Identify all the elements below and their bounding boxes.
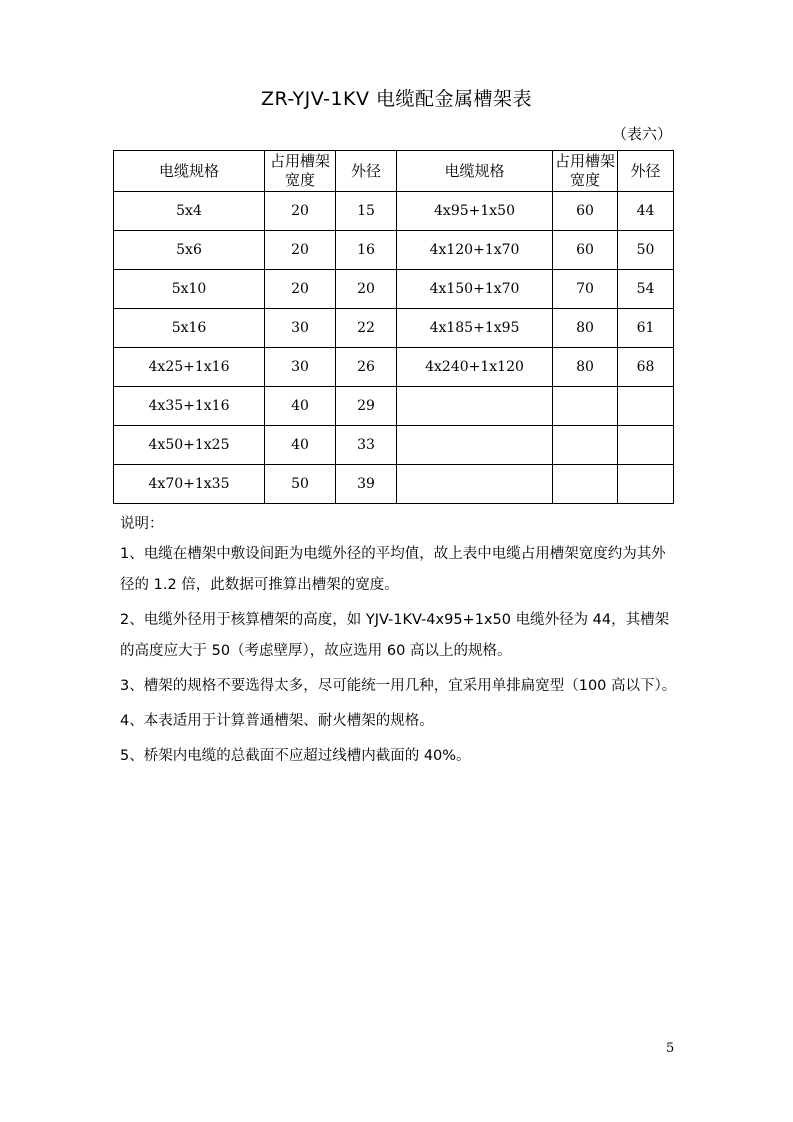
header-cell: 占用槽架宽度 (265, 151, 336, 192)
table-cell: 4x240+1x120 (397, 348, 553, 387)
table-row (114, 270, 674, 309)
table-cell (618, 387, 674, 426)
table-cell: 61 (618, 309, 674, 348)
table-cell: 33 (336, 426, 397, 465)
table-cell: 44 (618, 192, 674, 231)
notes-list (120, 539, 680, 772)
table-cell: 4x120+1x70 (397, 231, 553, 270)
table-cell: 50 (618, 231, 674, 270)
note-item: 5、桥架内电缆的总截面不应超过线槽内截面的 40%。 (120, 748, 471, 764)
table-cell: 4x150+1x70 (397, 270, 553, 309)
table-cell (397, 465, 553, 504)
table-cell: 60 (553, 231, 618, 270)
table-cell: 5x6 (114, 231, 265, 270)
note-item: 2、电缆外径用于核算槽架的高度，如 YJV-1KV-4x95+1x50 电缆外径为 44，其槽架的高度应大于 50（考虑壁厚），故应选用 60 高以上的规格。 (120, 612, 670, 659)
table-cell: 4x70+1x35 (114, 465, 265, 504)
notes-section (120, 512, 680, 776)
table-cell: 30 (265, 348, 336, 387)
table-cell: 4x25+1x16 (114, 348, 265, 387)
table-cell: 4x185+1x95 (397, 309, 553, 348)
table-cell: 50 (265, 465, 336, 504)
table-cell (618, 465, 674, 504)
table-cell: 20 (336, 270, 397, 309)
page-title: ZR-YJV-1KV 电缆配金属槽架表 (260, 88, 533, 110)
table-cell: 20 (265, 231, 336, 270)
table-cell: 30 (265, 309, 336, 348)
table-header-row (114, 151, 674, 192)
table-cell: 80 (553, 309, 618, 348)
header-cell: 电缆规格 (397, 151, 553, 192)
notes-lead: 说明： (120, 516, 164, 532)
table-cell: 29 (336, 387, 397, 426)
note-item: 4、本表适用于计算普通槽架、耐火槽架的规格。 (120, 713, 434, 729)
table-row (114, 387, 674, 426)
table-cell: 54 (618, 270, 674, 309)
table-cell: 20 (265, 192, 336, 231)
table-cell: 80 (553, 348, 618, 387)
table-cell: 5x16 (114, 309, 265, 348)
table-cell: 40 (265, 426, 336, 465)
table-row (114, 309, 674, 348)
table-row (114, 465, 674, 504)
table-cell: 4x95+1x50 (397, 192, 553, 231)
table-cell (397, 387, 553, 426)
table-cell: 40 (265, 387, 336, 426)
table-row (114, 231, 674, 270)
page-number: 5 (666, 1041, 675, 1056)
header-cell: 电缆规格 (114, 151, 265, 192)
table-cell: 16 (336, 231, 397, 270)
table-cell (397, 426, 553, 465)
table-cell: 15 (336, 192, 397, 231)
table-cell: 4x35+1x16 (114, 387, 265, 426)
table-cell (553, 387, 618, 426)
table-row (114, 426, 674, 465)
table-cell: 20 (265, 270, 336, 309)
table-cell (618, 426, 674, 465)
cable-tray-table (113, 150, 674, 504)
table-cell: 22 (336, 309, 397, 348)
table-row (114, 348, 674, 387)
table-number: （表六） (612, 125, 673, 143)
table-cell: 39 (336, 465, 397, 504)
header-cell: 外径 (618, 151, 674, 192)
table-cell: 60 (553, 192, 618, 231)
table-row (114, 192, 674, 231)
table-cell: 68 (618, 348, 674, 387)
note-item: 1、电缆在槽架中敷设间距为电缆外径的平均值，故上表中电缆占用槽架宽度约为其外径的 1.2 倍，此数据可推算出槽架的宽度。 (120, 546, 666, 593)
table-cell: 5x10 (114, 270, 265, 309)
note-item: 3、槽架的规格不要选得太多，尽可能统一用几种，宜采用单排扁宽型（100 高以下）。 (120, 678, 677, 694)
header-cell: 占用槽架宽度 (553, 151, 618, 192)
header-cell: 外径 (336, 151, 397, 192)
table-cell: 70 (553, 270, 618, 309)
table-cell (553, 465, 618, 504)
table-cell: 5x4 (114, 192, 265, 231)
table-cell: 4x50+1x25 (114, 426, 265, 465)
table-cell (553, 426, 618, 465)
table-cell: 26 (336, 348, 397, 387)
